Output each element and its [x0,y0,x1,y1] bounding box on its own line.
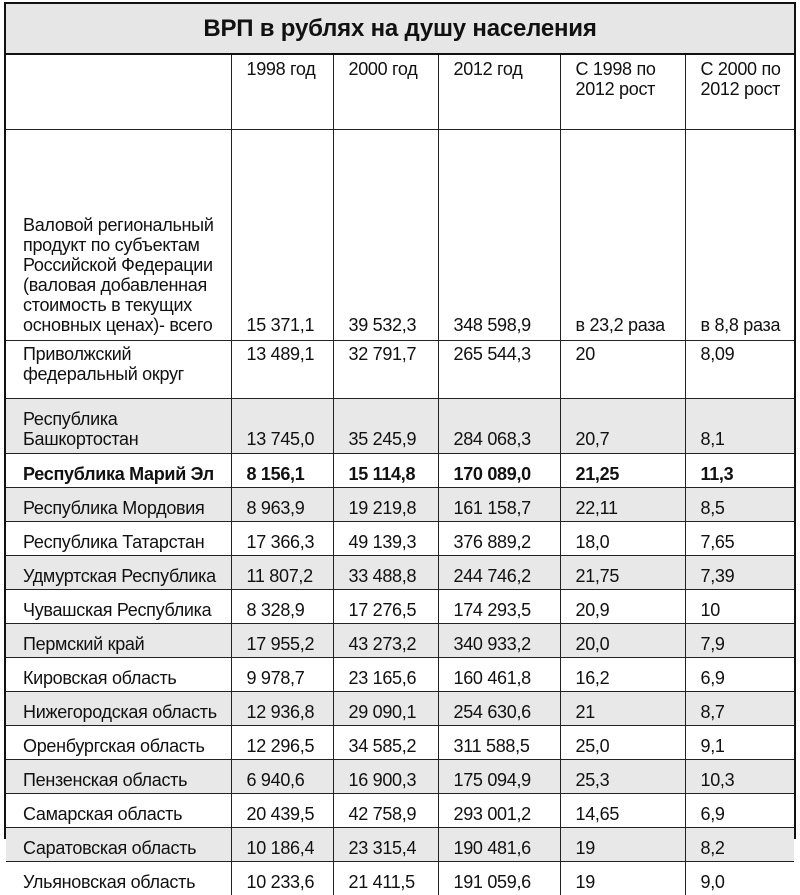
row-label: Пермский край [6,624,231,658]
cell-2000: 34 585,2 [333,726,438,760]
cell-2012: 175 094,9 [438,760,560,794]
row-label: Приволжский федеральный округ [6,341,231,399]
cell-2000: 42 758,9 [333,794,438,828]
cell-1998: 13 745,0 [231,399,333,454]
cell-1998: 11 807,2 [231,556,333,590]
cell-growth-2000: 6,9 [685,794,794,828]
table-row [6,590,794,624]
cell-growth-1998: 14,65 [560,794,685,828]
cell-2012: 191 059,6 [438,862,560,895]
cell-2000: 32 791,7 [333,341,438,399]
row-label: Самарская область [6,794,231,828]
header-cell-growth-2000: С 2000 по 2012 рост [685,55,794,130]
cell-2012: 190 481,6 [438,828,560,862]
cell-2000: 35 245,9 [333,399,438,454]
cell-growth-1998: 16,2 [560,658,685,692]
table-row [6,692,794,726]
cell-growth-2000: 7,39 [685,556,794,590]
cell-2000: 23 165,6 [333,658,438,692]
cell-1998: 10 186,4 [231,828,333,862]
cell-growth-1998: 25,3 [560,760,685,794]
cell-growth-1998: 18,0 [560,522,685,556]
row-label: Республика Башкортостан [6,399,231,454]
cell-growth-2000: 8,7 [685,692,794,726]
cell-growth-1998: в 23,2 раза [560,130,685,341]
cell-1998: 8 156,1 [231,454,333,488]
table-row [6,726,794,760]
cell-1998: 13 489,1 [231,341,333,399]
cell-1998: 9 978,7 [231,658,333,692]
row-label: Нижегородская область [6,692,231,726]
cell-growth-1998: 22,11 [560,488,685,522]
cell-1998: 15 371,1 [231,130,333,341]
table-row [6,624,794,658]
cell-2000: 17 276,5 [333,590,438,624]
header-cell-2000: 2000 год [333,55,438,130]
cell-2000: 15 114,8 [333,454,438,488]
table-row [6,341,794,399]
cell-growth-2000: 11,3 [685,454,794,488]
table-row [6,522,794,556]
cell-1998: 6 940,6 [231,760,333,794]
row-label: Республика Татарстан [6,522,231,556]
cell-growth-1998: 19 [560,828,685,862]
cell-1998: 8 328,9 [231,590,333,624]
cell-2012: 284 068,3 [438,399,560,454]
table-frame [4,2,796,839]
cell-growth-2000: 10 [685,590,794,624]
header-row [6,55,794,130]
cell-2012: 161 158,7 [438,488,560,522]
cell-growth-2000: 7,9 [685,624,794,658]
cell-1998: 17 366,3 [231,522,333,556]
row-label: Республика Мордовия [6,488,231,522]
table-row [6,760,794,794]
cell-2012: 160 461,8 [438,658,560,692]
row-label: Пензенская область [6,760,231,794]
cell-growth-1998: 20,7 [560,399,685,454]
cell-growth-1998: 21,75 [560,556,685,590]
row-label: Саратовская область [6,828,231,862]
row-label: Удмуртская Республика [6,556,231,590]
cell-growth-2000: 7,65 [685,522,794,556]
header-cell-2012: 2012 год [438,55,560,130]
cell-1998: 12 936,8 [231,692,333,726]
cell-2000: 39 532,3 [333,130,438,341]
cell-2012: 293 001,2 [438,794,560,828]
cell-growth-1998: 21 [560,692,685,726]
table-row [6,828,794,862]
cell-growth-1998: 20,0 [560,624,685,658]
cell-2000: 29 090,1 [333,692,438,726]
table-row [6,658,794,692]
cell-growth-2000: в 8,8 раза [685,130,794,341]
table-row [6,794,794,828]
cell-2012: 340 933,2 [438,624,560,658]
cell-2000: 16 900,3 [333,760,438,794]
cell-2012: 174 293,5 [438,590,560,624]
cell-2000: 21 411,5 [333,862,438,895]
table-row [6,399,794,454]
row-label: Валовой региональный продукт по субъектам Российской Федерации (валовая добавленная стоимость в текущих основных ценах)- всего [6,130,231,341]
header-cell-growth-1998: С 1998 по 2012 рост [560,55,685,130]
cell-growth-1998: 21,25 [560,454,685,488]
cell-2012: 348 598,9 [438,130,560,341]
cell-2000: 23 315,4 [333,828,438,862]
cell-growth-2000: 9,0 [685,862,794,895]
table-row [6,488,794,522]
cell-1998: 17 955,2 [231,624,333,658]
cell-growth-2000: 8,2 [685,828,794,862]
cell-growth-2000: 6,9 [685,658,794,692]
cell-2000: 19 219,8 [333,488,438,522]
cell-1998: 10 233,6 [231,862,333,895]
row-label: Ульяновская область [6,862,231,895]
table-row [6,862,794,895]
table-title: ВРП в рублях на душу населения [6,4,794,55]
grp-table [6,55,794,895]
cell-growth-2000: 8,5 [685,488,794,522]
cell-2012: 376 889,2 [438,522,560,556]
cell-growth-2000: 8,09 [685,341,794,399]
cell-2012: 170 089,0 [438,454,560,488]
cell-growth-2000: 9,1 [685,726,794,760]
cell-1998: 8 963,9 [231,488,333,522]
cell-2000: 49 139,3 [333,522,438,556]
cell-2012: 311 588,5 [438,726,560,760]
cell-growth-1998: 25,0 [560,726,685,760]
cell-1998: 20 439,5 [231,794,333,828]
cell-1998: 12 296,5 [231,726,333,760]
header-cell-1998: 1998 год [231,55,333,130]
table-row [6,130,794,341]
cell-2000: 33 488,8 [333,556,438,590]
cell-growth-1998: 19 [560,862,685,895]
cell-growth-1998: 20,9 [560,590,685,624]
row-label: Кировская область [6,658,231,692]
cell-2012: 254 630,6 [438,692,560,726]
table-row [6,556,794,590]
cell-growth-2000: 8,1 [685,399,794,454]
cell-2012: 244 746,2 [438,556,560,590]
row-label: Республика Марий Эл [6,454,231,488]
row-label: Оренбургская область [6,726,231,760]
cell-2012: 265 544,3 [438,341,560,399]
cell-growth-1998: 20 [560,341,685,399]
row-label: Чувашская Республика [6,590,231,624]
cell-2000: 43 273,2 [333,624,438,658]
header-cell-name [6,55,231,130]
table-row [6,454,794,488]
cell-growth-2000: 10,3 [685,760,794,794]
